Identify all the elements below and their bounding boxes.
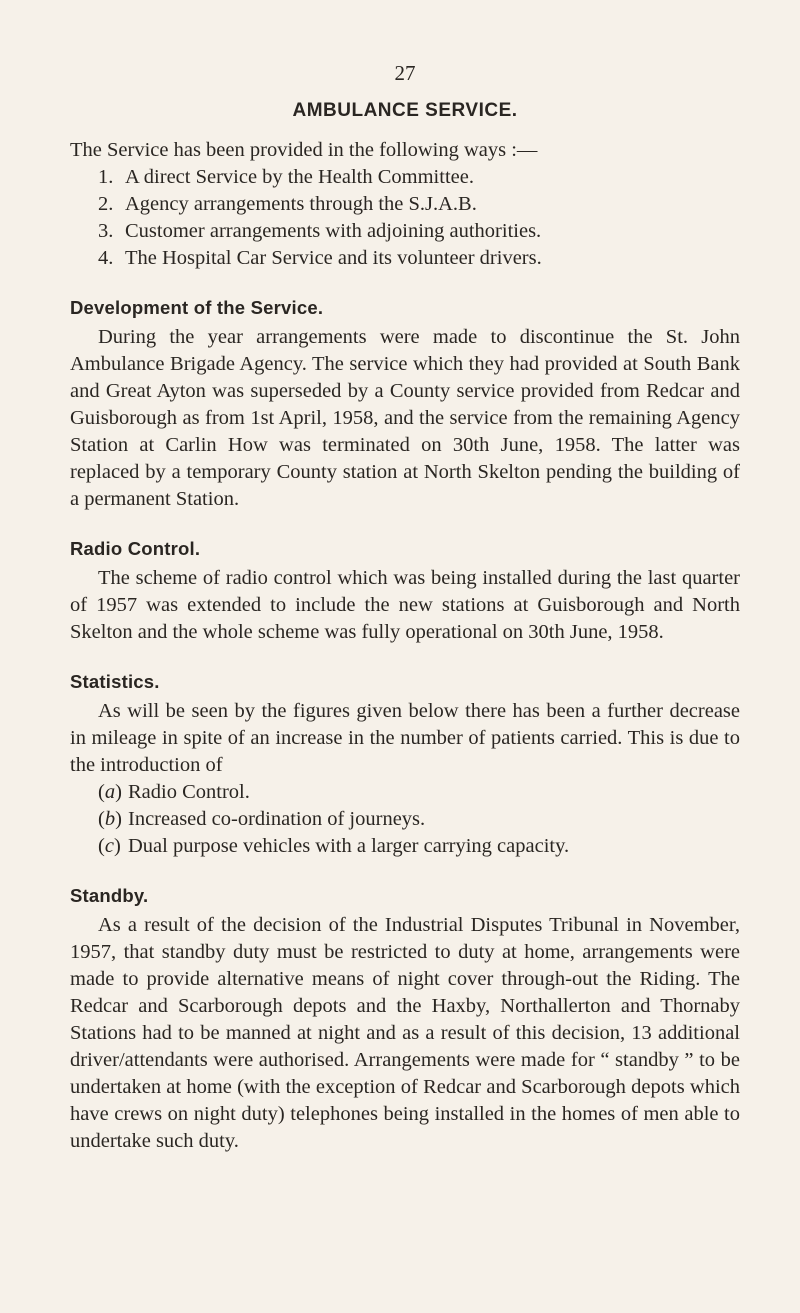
reasons-list (70, 779, 740, 860)
item-text: Agency arrangements through the S.J.A.B. (125, 193, 477, 215)
item-number: 1. (98, 166, 114, 188)
item-text: Increased co-ordination of journeys. (128, 808, 426, 830)
list-item (70, 191, 740, 218)
item-letter: (a) (98, 781, 122, 803)
item-number: 4. (98, 247, 114, 269)
item-letter: (b) (98, 808, 122, 830)
section-heading-development: Development of the Service. (70, 297, 324, 318)
list-item (70, 218, 740, 245)
page-number: 27 (394, 61, 416, 85)
item-number: 2. (98, 193, 114, 215)
list-item (70, 164, 740, 191)
page-title: AMBULANCE SERVICE. (292, 100, 518, 121)
section-heading-standby: Standby. (70, 885, 149, 906)
section-body-standby: As a result of the decision of the Industrial Disputes Tribunal in November, 1957, that standby duty must be restricted to duty at home, arrangements were made to provide alternative means of night cover through-out the Riding. The Redcar and Scarborough depots and the Haxby, Northallerton and Thornaby Stations had to be manned at night and as a result of this decision, 13 additional driver/attendants were authorised. Arrangements were made for “ standby ” to be undertaken at home (with the exception of Redcar and Scarborough depots which have crews on night duty) telephones being installed in the homes of men able to undertake such duty. (70, 914, 740, 1152)
intro-text: The Service has been provided in the following ways :— (70, 139, 538, 161)
item-number: 3. (98, 220, 114, 242)
section-body-development: During the year arrangements were made to discontinue the St. John Ambulance Brigade Agency. The service which they had provided at South Bank and Great Ayton was superseded by a County service provided from Redcar and Guisborough as from 1st April, 1958, and the service from the remaining Agency Station at Carlin How was terminated on 30th June, 1958. The latter was replaced by a temporary County station at North Skelton pending the building of a permanent Station. (70, 326, 740, 510)
section-body-statistics: As will be seen by the figures given below there has been a further decrease in mileage in spite of an increase in the number of patients carried. This is due to the introduction of (70, 700, 740, 776)
list-item (70, 806, 740, 833)
section-heading-statistics: Statistics. (70, 671, 160, 692)
item-text: The Hospital Car Service and its volunteer drivers. (125, 247, 542, 269)
list-item (70, 779, 740, 806)
section-body-radio: The scheme of radio control which was being installed during the last quarter of 1957 was extended to include the new stations at Guisborough and North Skelton and the whole scheme was fully operational on 30th June, 1958. (70, 567, 740, 643)
document-page (70, 60, 740, 1155)
item-letter: (c) (98, 835, 121, 857)
item-text: Customer arrangements with adjoining authorities. (125, 220, 542, 242)
section-heading-radio: Radio Control. (70, 538, 201, 559)
list-item (70, 833, 740, 860)
ways-list (70, 164, 740, 272)
item-text: A direct Service by the Health Committee. (125, 166, 474, 188)
item-text: Radio Control. (128, 781, 250, 803)
list-item (70, 245, 740, 272)
item-text: Dual purpose vehicles with a larger carrying capacity. (128, 835, 570, 857)
